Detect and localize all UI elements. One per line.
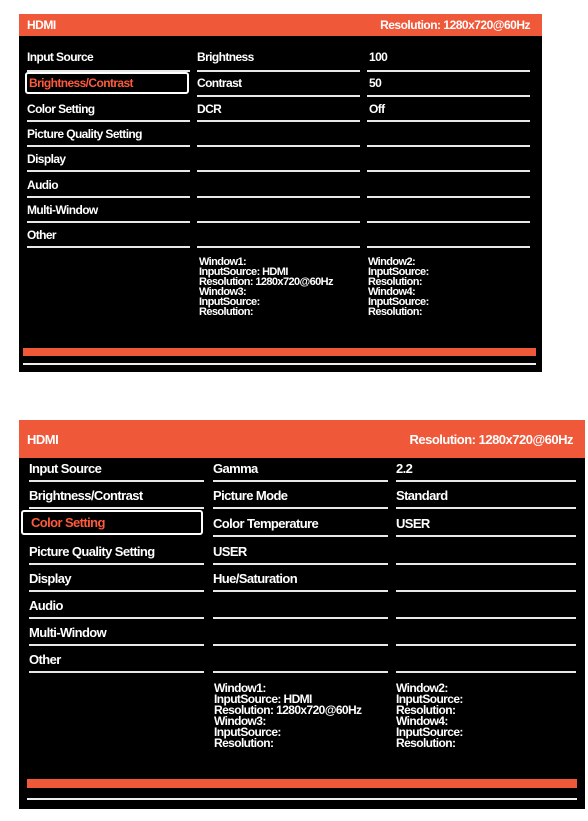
menu-item-picture-quality-setting[interactable]: Picture Quality Setting xyxy=(29,544,155,559)
divider xyxy=(27,170,190,172)
window2-input: InputSource: xyxy=(368,266,429,278)
divider xyxy=(367,221,530,223)
window4-resolution: Resolution: xyxy=(396,736,456,750)
divider xyxy=(197,145,360,147)
divider xyxy=(197,70,360,72)
setting-brightness[interactable]: Brightness xyxy=(197,50,254,64)
resolution-label: Resolution: 1280x720@60Hz xyxy=(380,18,530,32)
divider xyxy=(213,644,388,646)
resolution-label: Resolution: 1280x720@60Hz xyxy=(409,432,573,447)
menu-item-color-setting[interactable]: Color Setting xyxy=(21,510,203,535)
window2-title: Window2: xyxy=(396,681,448,695)
setting-brightness-value[interactable]: 100 xyxy=(369,50,388,64)
divider xyxy=(213,480,388,482)
menu-item-brightness-contrast[interactable]: Brightness/Contrast xyxy=(25,72,189,94)
divider xyxy=(29,617,204,619)
window3-title: Window3: xyxy=(199,286,247,298)
divider xyxy=(396,617,576,619)
setting-gamma-value[interactable]: 2.2 xyxy=(396,461,413,476)
divider xyxy=(396,563,576,565)
divider xyxy=(213,671,388,673)
bottom-accent-bar xyxy=(27,779,577,788)
divider xyxy=(396,480,576,482)
setting-hue-saturation[interactable]: Hue/Saturation xyxy=(213,571,298,586)
window1-input: InputSource: HDMI xyxy=(214,692,312,706)
setting-picture-mode[interactable]: Picture Mode xyxy=(213,488,288,503)
divider xyxy=(27,120,190,122)
window4-title: Window4: xyxy=(396,714,448,728)
divider xyxy=(197,170,360,172)
setting-color-temperature[interactable]: Color Temperature xyxy=(213,516,319,531)
osd-header xyxy=(19,14,542,36)
window3-resolution: Resolution: xyxy=(214,736,274,750)
menu-item-input-source[interactable]: Input Source xyxy=(27,50,94,64)
osd-screen-color-setting xyxy=(19,420,585,809)
menu-item-color-setting[interactable]: Color Setting xyxy=(27,102,95,116)
divider xyxy=(367,95,530,97)
setting-user[interactable]: USER xyxy=(213,544,247,559)
window1-title: Window1: xyxy=(214,681,266,695)
divider xyxy=(27,196,190,198)
window4-input: InputSource: xyxy=(368,296,429,308)
divider xyxy=(396,590,576,592)
window2-resolution: Resolution: xyxy=(368,276,422,288)
divider xyxy=(29,507,204,509)
divider xyxy=(197,246,360,248)
setting-contrast[interactable]: Contrast xyxy=(197,76,242,90)
divider xyxy=(197,120,360,122)
divider xyxy=(29,644,204,646)
window4-input: InputSource: xyxy=(396,725,463,739)
divider xyxy=(29,563,204,565)
divider xyxy=(213,617,388,619)
window1-input: InputSource: HDMI xyxy=(199,266,288,278)
menu-item-display[interactable]: Display xyxy=(27,152,66,166)
divider xyxy=(367,145,530,147)
menu-item-multi-window[interactable]: Multi-Window xyxy=(29,625,107,640)
setting-gamma[interactable]: Gamma xyxy=(213,461,258,476)
divider xyxy=(197,221,360,223)
window1-title: Window1: xyxy=(199,256,247,268)
menu-item-other[interactable]: Other xyxy=(27,228,57,242)
osd-header xyxy=(19,420,585,458)
divider xyxy=(29,590,204,592)
menu-item-display[interactable]: Display xyxy=(29,571,72,586)
menu-item-other[interactable]: Other xyxy=(29,652,61,667)
divider xyxy=(367,246,530,248)
divider xyxy=(197,196,360,198)
divider xyxy=(396,644,576,646)
divider xyxy=(213,590,388,592)
menu-item-brightness-contrast[interactable]: Brightness/Contrast xyxy=(29,488,143,503)
menu-item-audio[interactable]: Audio xyxy=(27,178,58,192)
setting-dcr-value[interactable]: Off xyxy=(369,102,385,116)
setting-contrast-value[interactable]: 50 xyxy=(369,76,382,90)
window4-resolution: Resolution: xyxy=(368,306,422,318)
menu-item-audio[interactable]: Audio xyxy=(29,598,63,613)
divider xyxy=(367,170,530,172)
divider xyxy=(396,507,576,509)
divider xyxy=(367,120,530,122)
divider xyxy=(367,70,530,72)
osd-screen-brightness-contrast xyxy=(19,14,542,372)
window4-title: Window4: xyxy=(368,286,416,298)
bottom-divider xyxy=(23,363,536,365)
setting-picture-mode-value[interactable]: Standard xyxy=(396,488,448,503)
menu-item-input-source[interactable]: Input Source xyxy=(29,461,102,476)
window2-title: Window2: xyxy=(368,256,416,268)
setting-dcr[interactable]: DCR xyxy=(197,102,222,116)
window3-resolution: Resolution: xyxy=(199,306,253,318)
divider xyxy=(213,535,388,537)
divider xyxy=(197,95,360,97)
divider xyxy=(27,246,190,248)
window2-resolution: Resolution: xyxy=(396,703,456,717)
divider xyxy=(367,196,530,198)
input-source-label: HDMI xyxy=(27,432,59,447)
menu-item-picture-quality-setting[interactable]: Picture Quality Setting xyxy=(27,127,142,141)
divider xyxy=(213,563,388,565)
bottom-divider xyxy=(27,798,577,800)
divider xyxy=(396,535,576,537)
divider xyxy=(29,671,204,673)
window3-title: Window3: xyxy=(214,714,266,728)
window3-input: InputSource: xyxy=(214,725,281,739)
window3-input: InputSource: xyxy=(199,296,260,308)
divider xyxy=(27,145,190,147)
window2-input: InputSource: xyxy=(396,692,463,706)
input-source-label: HDMI xyxy=(27,18,56,32)
divider xyxy=(213,507,388,509)
window1-resolution: Resolution: 1280x720@60Hz xyxy=(199,276,333,288)
divider xyxy=(29,480,204,482)
setting-color-temperature-value[interactable]: USER xyxy=(396,516,430,531)
bottom-accent-bar xyxy=(23,348,536,356)
divider xyxy=(396,671,576,673)
window1-resolution: Resolution: 1280x720@60Hz xyxy=(214,703,362,717)
menu-item-multi-window[interactable]: Multi-Window xyxy=(27,203,98,217)
divider xyxy=(27,221,190,223)
